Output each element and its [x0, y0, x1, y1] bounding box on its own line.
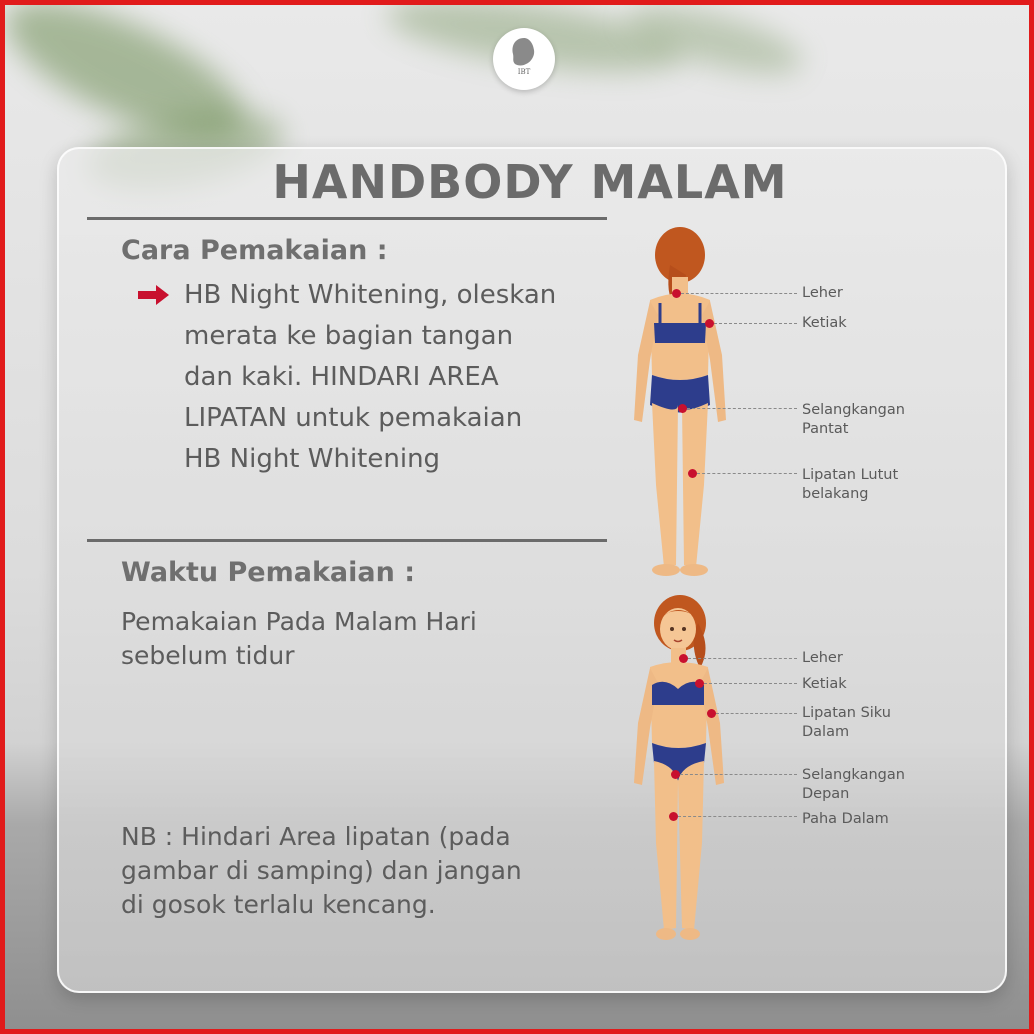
label-line: Lipatan Lutut: [802, 467, 899, 483]
usage-line: merata ke bagian tangan: [184, 321, 514, 351]
note-line: NB : Hindari Area lipatan (pada: [121, 822, 511, 851]
note-line: di gosok terlalu kencang.: [121, 890, 436, 919]
label-lipatan-siku: [802, 704, 891, 742]
label-line: Dalam: [802, 724, 850, 740]
label-line: belakang: [802, 486, 869, 502]
label-line: Depan: [802, 786, 850, 802]
divider: [87, 217, 607, 220]
time-heading: Waktu Pemakaian :: [121, 557, 416, 588]
usage-line: HB Night Whitening, oleskan: [184, 280, 557, 310]
logo-text: IBT: [517, 68, 531, 76]
usage-text: [184, 275, 556, 480]
arrow-right-icon: [136, 284, 170, 306]
note-line: gambar di samping) dan jangan: [121, 856, 522, 885]
leader-line: [714, 323, 797, 324]
label-leher-front: Leher: [802, 650, 843, 666]
marker-dot: [672, 289, 681, 298]
usage-line: LIPATAN untuk pemakaian: [184, 403, 523, 433]
label-selangkangan-pantat: [802, 401, 905, 439]
leader-line: [678, 816, 797, 817]
time-line: Pemakaian Pada Malam Hari: [121, 607, 477, 636]
label-line: Lipatan Siku: [802, 705, 891, 721]
page-title: HANDBODY MALAM: [272, 155, 788, 209]
body-front-illustration: [620, 593, 740, 945]
note-text: [121, 820, 522, 922]
leader-line: [681, 293, 797, 294]
label-leher-back: Leher: [802, 285, 843, 301]
label-paha-dalam: Paha Dalam: [802, 811, 889, 827]
leader-line: [697, 473, 797, 474]
usage-heading: Cara Pemakaian :: [121, 235, 388, 266]
label-ketiak-back: Ketiak: [802, 315, 847, 331]
usage-line: dan kaki. HINDARI AREA: [184, 362, 499, 392]
label-lipatan-lutut: [802, 466, 898, 504]
marker-dot: [679, 654, 688, 663]
leader-line: [704, 683, 797, 684]
marker-dot: [707, 709, 716, 718]
leader-line: [687, 408, 797, 409]
marker-dot: [678, 404, 687, 413]
marker-dot: [695, 679, 704, 688]
label-selangkangan-depan: [802, 766, 905, 804]
body-back-illustration: [620, 225, 740, 580]
marker-dot: [669, 812, 678, 821]
marker-dot: [671, 770, 680, 779]
label-ketiak-front: Ketiak: [802, 676, 847, 692]
brand-logo: [493, 28, 555, 90]
leader-line: [680, 774, 797, 775]
time-line: sebelum tidur: [121, 641, 295, 670]
leader-line: [688, 658, 797, 659]
marker-dot: [705, 319, 714, 328]
label-line: Pantat: [802, 421, 849, 437]
label-line: Selangkangan: [802, 402, 905, 418]
leader-line: [716, 713, 797, 714]
usage-line: HB Night Whitening: [184, 444, 441, 474]
divider: [87, 539, 607, 542]
time-text: [121, 605, 477, 673]
marker-dot: [688, 469, 697, 478]
label-line: Selangkangan: [802, 767, 905, 783]
